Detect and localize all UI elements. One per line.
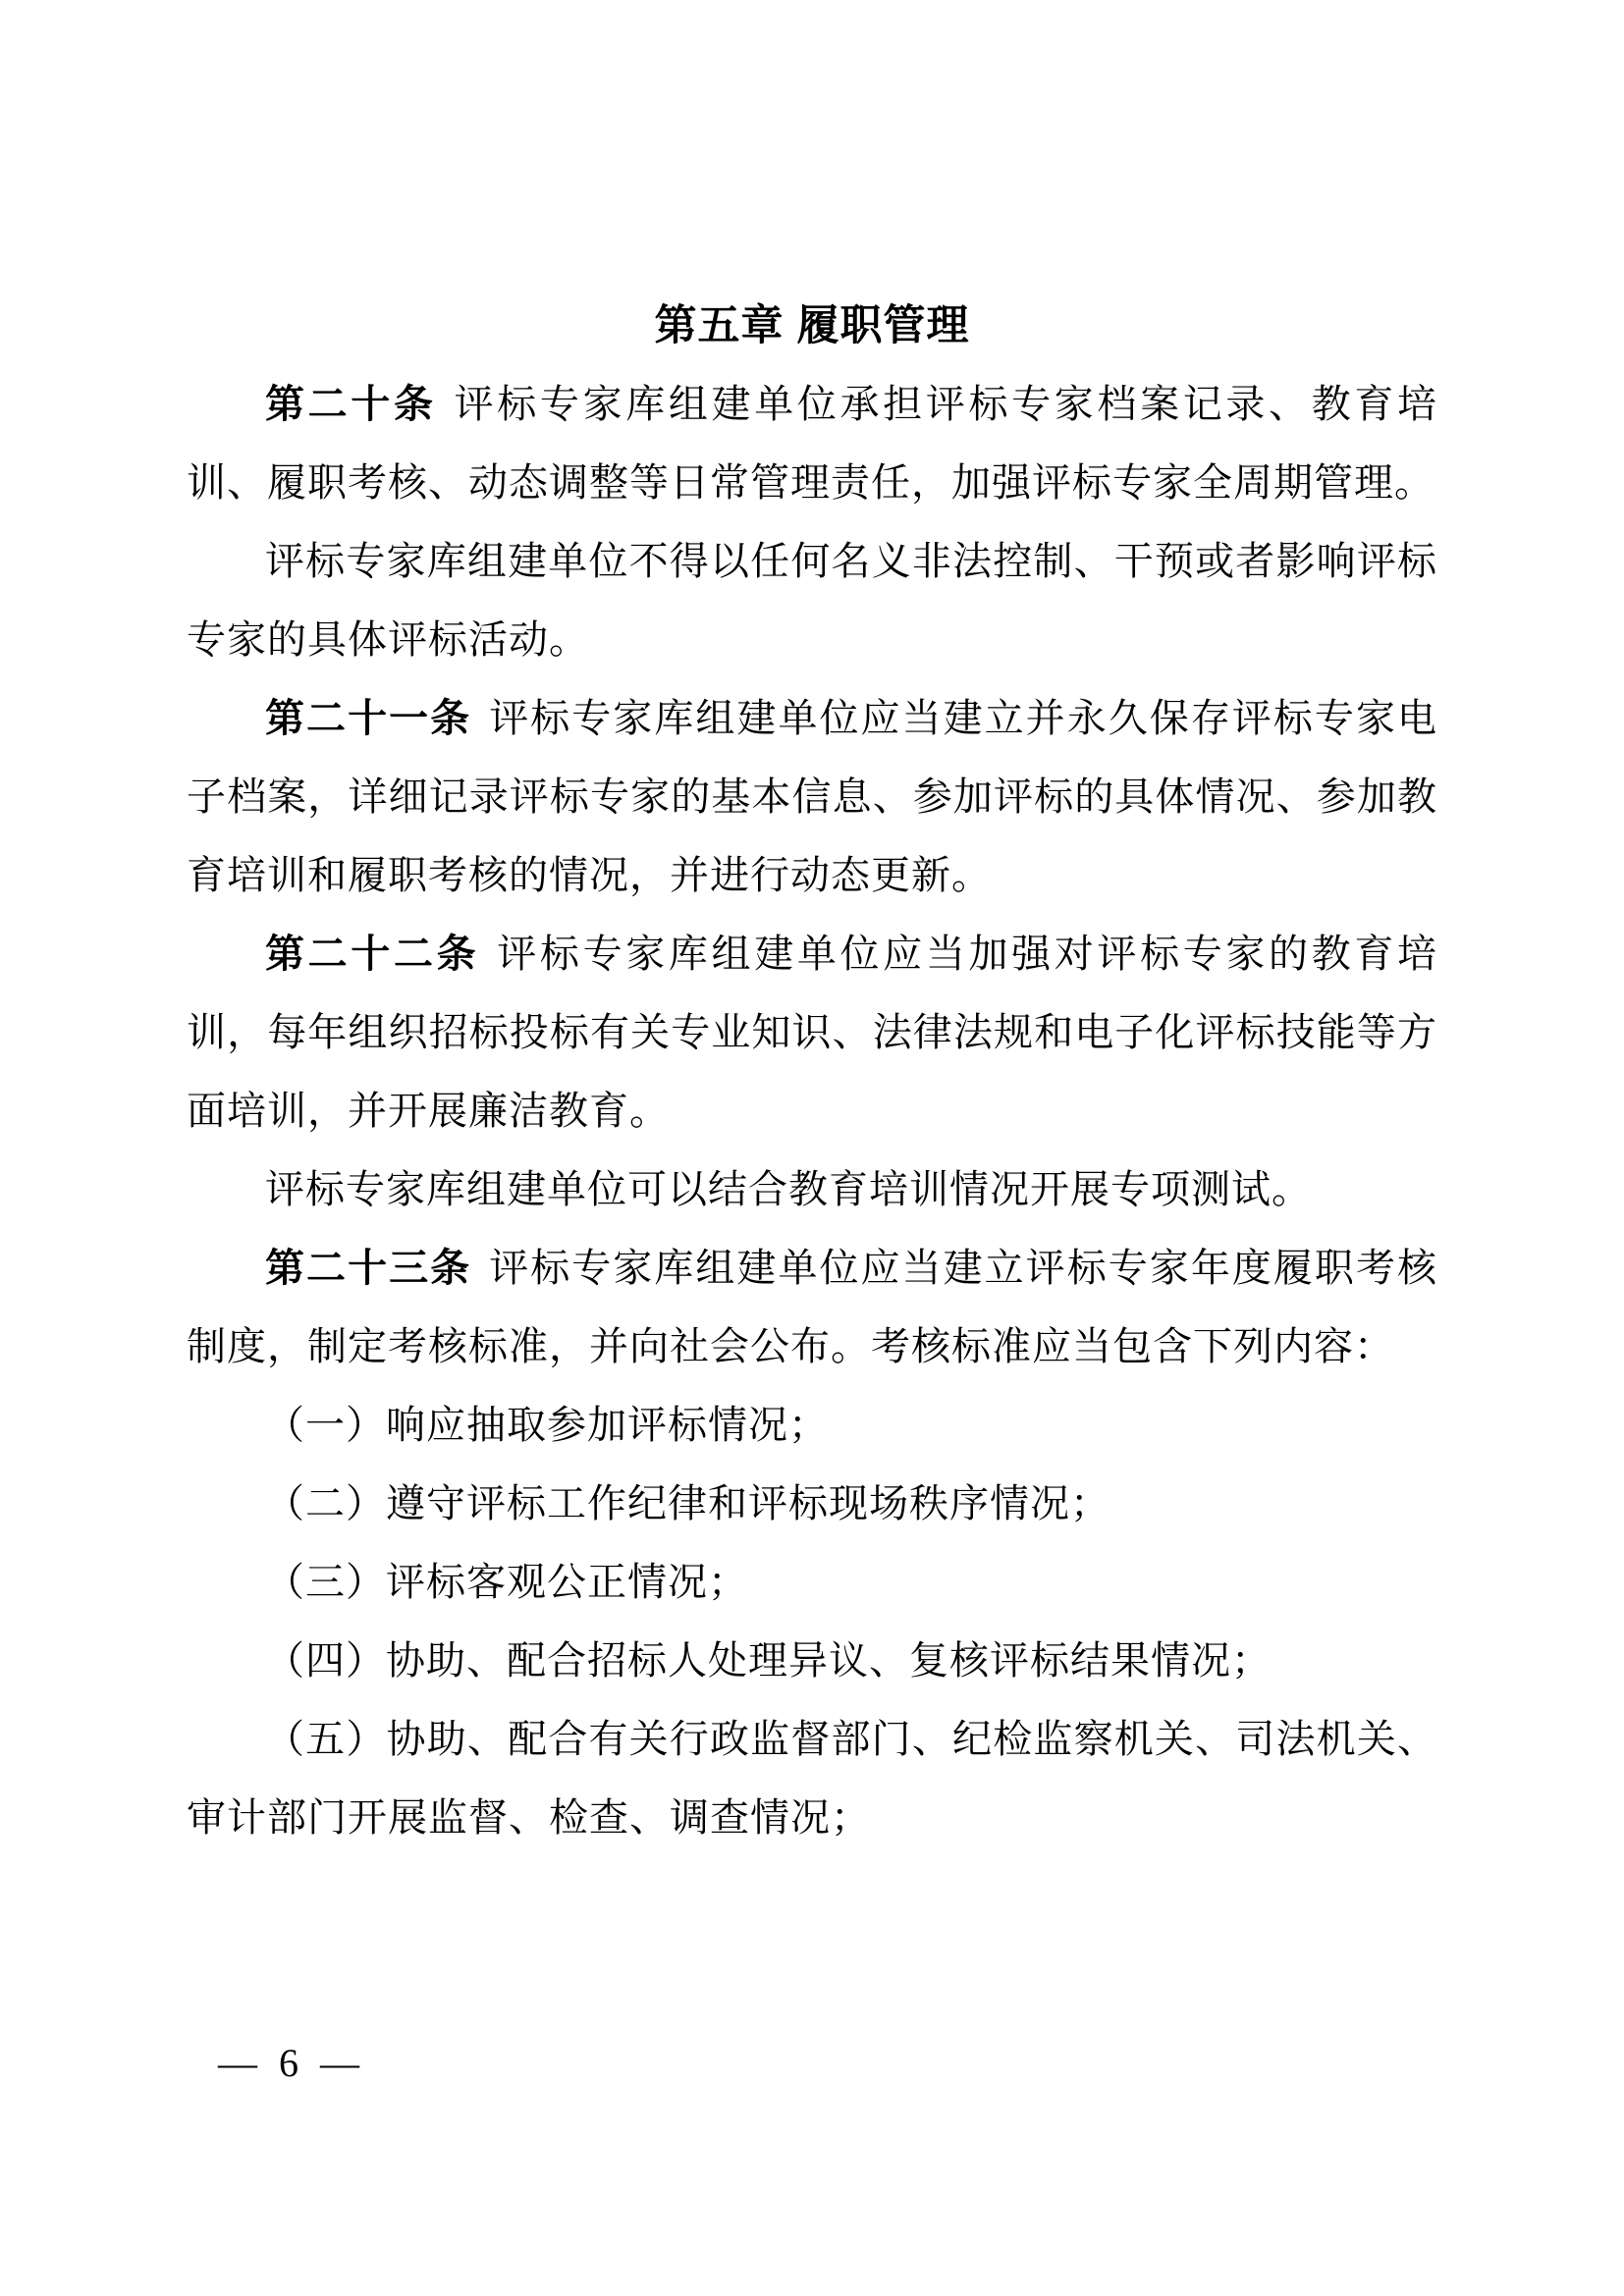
paragraph-text: 评标专家库组建单位可以结合教育培训情况开展专项测试。 — [265, 1167, 1312, 1211]
paragraph-text: 评标专家库组建单位不得以任何名义非法控制、干预或者影响评标专家的具体评标活动。 — [187, 539, 1437, 662]
paragraph-text: （四）协助、配合招标人处理异议、复核评标结果情况； — [265, 1638, 1272, 1682]
paragraph — [187, 522, 1437, 679]
list-item-4 — [187, 1622, 1437, 1700]
article-number: 第二十一条 — [265, 697, 472, 740]
paragraph-text: （五）协助、配合有关行政监督部门、纪检监察机关、司法机关、审计部门开展监督、检查、调查情况； — [187, 1717, 1437, 1840]
paragraph-text: （二）遵守评标工作纪律和评标现场秩序情况； — [265, 1481, 1110, 1525]
paragraph-article-23 — [187, 1229, 1437, 1386]
page-number: — 6 — — [218, 2041, 365, 2085]
chapter-heading: 第五章 履职管理 — [654, 302, 970, 349]
paragraph-article-22 — [187, 915, 1437, 1150]
paragraph-text: 评标专家库组建单位承担评标专家档案记录、教育培训、履职考核、动态调整等日常管理责任，加强评标专家全周期管理。 — [187, 382, 1438, 505]
list-item-5 — [187, 1700, 1437, 1857]
article-number: 第二十条 — [265, 383, 437, 426]
paragraph-text: （三）评标客观公正情况； — [265, 1560, 748, 1604]
paragraph — [187, 1150, 1437, 1229]
list-item-1 — [187, 1386, 1437, 1465]
document-body — [187, 365, 1437, 1857]
list-item-3 — [187, 1543, 1437, 1622]
paragraph-text: （一）响应抽取参加评标情况； — [265, 1403, 829, 1447]
paragraph-text: 评标专家库组建单位应当建立评标专家年度履职考核制度，制定考核标准，并向社会公布。考核标准应当包含下列内容： — [187, 1246, 1438, 1368]
paragraph-text: 评标专家库组建单位应当建立并永久保存评标专家电子档案，详细记录评标专家的基本信息、参加评标的具体情况、参加教育培训和履职考核的情况，并进行动态更新。 — [187, 696, 1438, 897]
paragraph-article-21 — [187, 679, 1437, 915]
paragraph-article-20 — [187, 365, 1437, 522]
list-item-2 — [187, 1465, 1437, 1543]
paragraph-text: 评标专家库组建单位应当加强对评标专家的教育培训，每年组织招标投标有关专业知识、法律法规和电子化评标技能等方面培训，并开展廉洁教育。 — [187, 932, 1438, 1133]
article-number: 第二十三条 — [265, 1247, 472, 1290]
article-number: 第二十二条 — [265, 933, 480, 976]
